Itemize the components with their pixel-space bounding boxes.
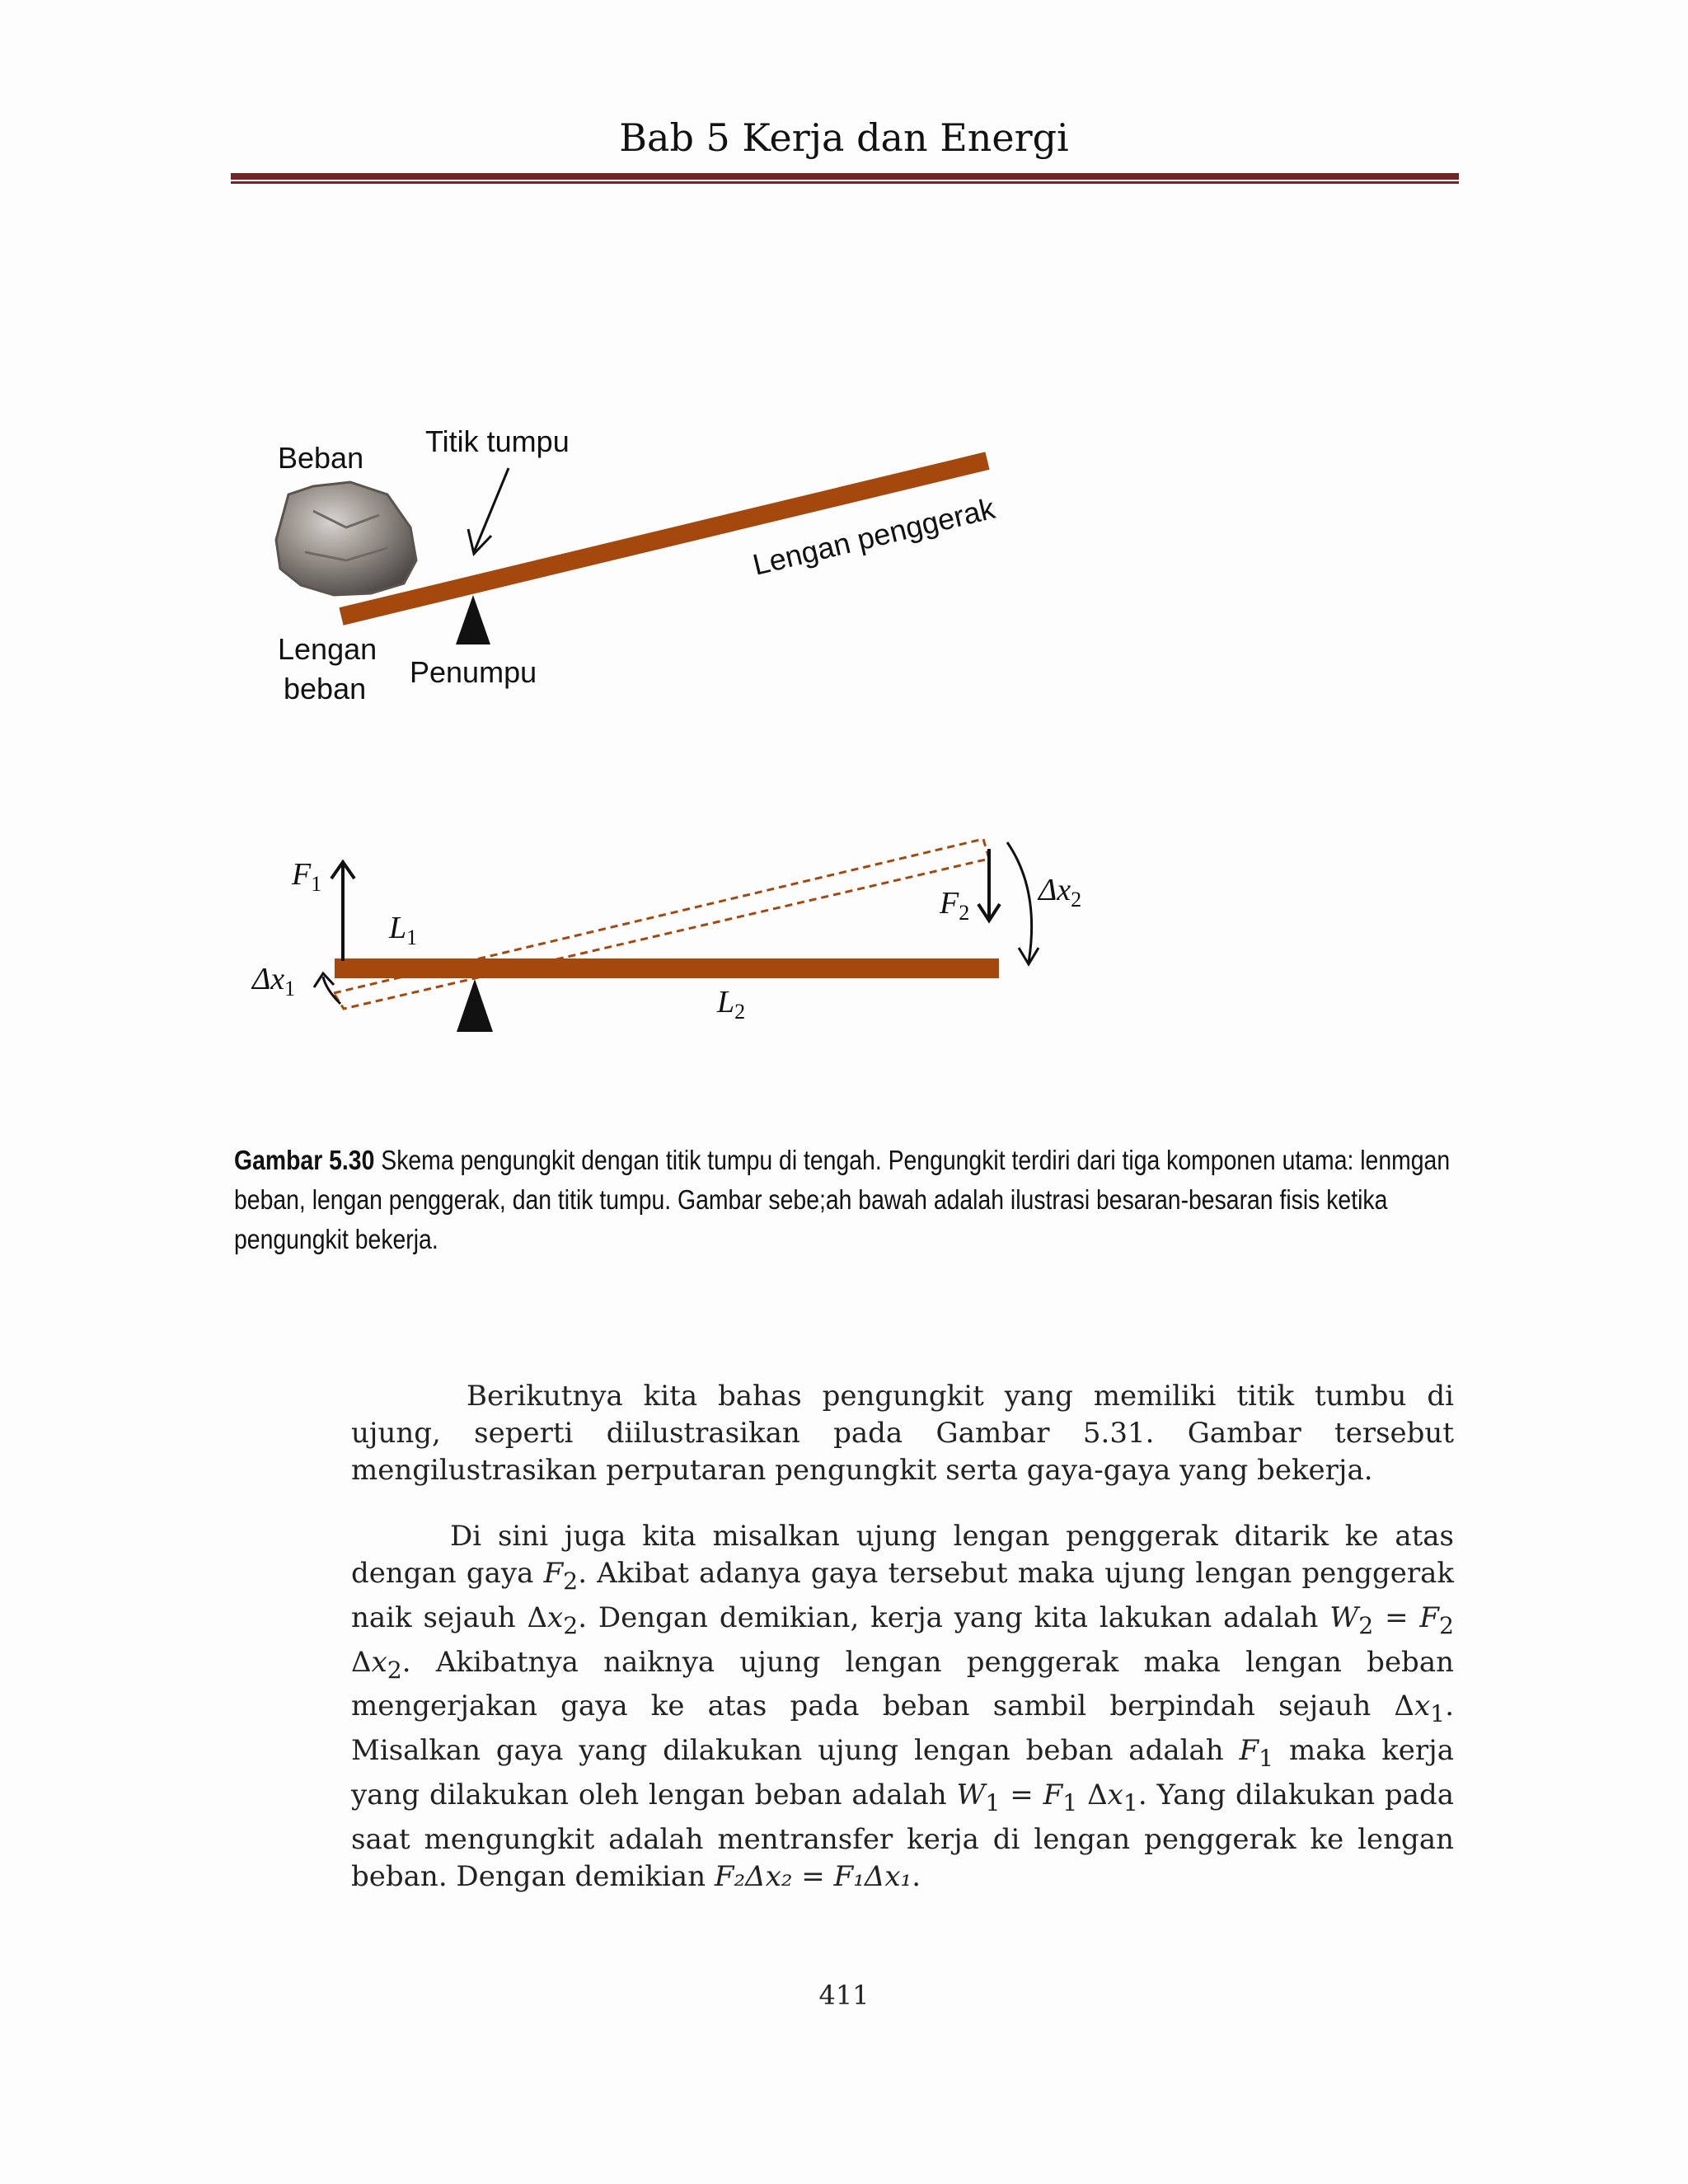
label-F1: $F_1$ xyxy=(292,857,322,896)
label-F2: $F_2$ xyxy=(940,886,970,925)
label-lengan-penggerak: Lengan penggerak xyxy=(749,490,998,582)
label-lengan: Lengan xyxy=(278,632,377,666)
label-beban: Beban xyxy=(278,441,364,475)
label-beban-arm: beban xyxy=(284,672,367,705)
fulcrum-triangle xyxy=(456,595,490,644)
label-dx2: $\Delta x_2$ xyxy=(1039,873,1082,912)
caption-text: Skema pengungkit dengan titik tumpu di tengah. Pengungkit terdiri dari tiga komponen utama: lenmgan beban, lengan penggerak, dan titik tumpu. Gambar sebe;ah bawah adalah ilustrasi besaran-besaran fisis ketika pengungkit bekerja. xyxy=(234,1145,1451,1254)
label-dx1: $\Delta x_1$ xyxy=(252,962,296,1001)
lever-top-diagram xyxy=(276,424,999,705)
rock-load xyxy=(276,482,416,595)
label-penumpu: Penumpu xyxy=(410,655,537,689)
label-titik-tumpu: Titik tumpu xyxy=(425,424,570,458)
paragraph-2: Di sini juga kita misalkan ujung lengan penggerak ditarik ke atas dengan gaya $F_2$. Akibat adanya gaya tersebut maka ujung lengan penggerak naik sejauh $\Delta x_2$. Dengan demikian, kerja yang kita lakukan adalah $W_2 = F_2$ $\Delta x_2$. Akibatnya naiknya ujung lengan penggerak maka lengan beban mengerjakan gaya ke atas pada beban sambil berpindah sejauh $\Delta x_1$. Misalkan gaya yang dilakukan ujung lengan beban adalah $F_1$ maka kerja yang dilakukan oleh lengan beban adalah $W_1 = F_1$ $\Delta x_1$. Yang dilakukan pada saat mengungkit adalah mentransfer kerja di lengan penggerak ke lengan beban. Dengan demikian F₂Δx₂ = F₁Δx₁. xyxy=(351,1520,1454,1893)
label-L2: $L_2$ xyxy=(717,985,746,1024)
figure-caption xyxy=(234,1141,1462,1259)
label-L1: $L_1$ xyxy=(389,911,418,949)
lever-bottom-diagram xyxy=(251,839,1081,1032)
chapter-header: Bab 5 Kerja dan Energi xyxy=(619,115,1069,160)
page-number: 411 xyxy=(818,1980,870,2011)
fulcrum-triangle-bottom xyxy=(457,979,493,1032)
caption-label: Gambar 5.30 xyxy=(234,1145,375,1175)
paragraph-1: Berikutnya kita bahas pengungkit yang memiliki titik tumbu di ujung, seperti diilustrasikan pada Gambar 5.31. Gambar tersebut mengilustrasikan perputaran pengungkit serta gaya-gaya yang bekerja. xyxy=(351,1380,1454,1487)
final-equation: F₂Δx₂ = F₁Δx₁ xyxy=(714,1859,912,1893)
lever-dashed-outline xyxy=(334,839,989,1009)
lever-bar-horizontal xyxy=(335,958,999,978)
